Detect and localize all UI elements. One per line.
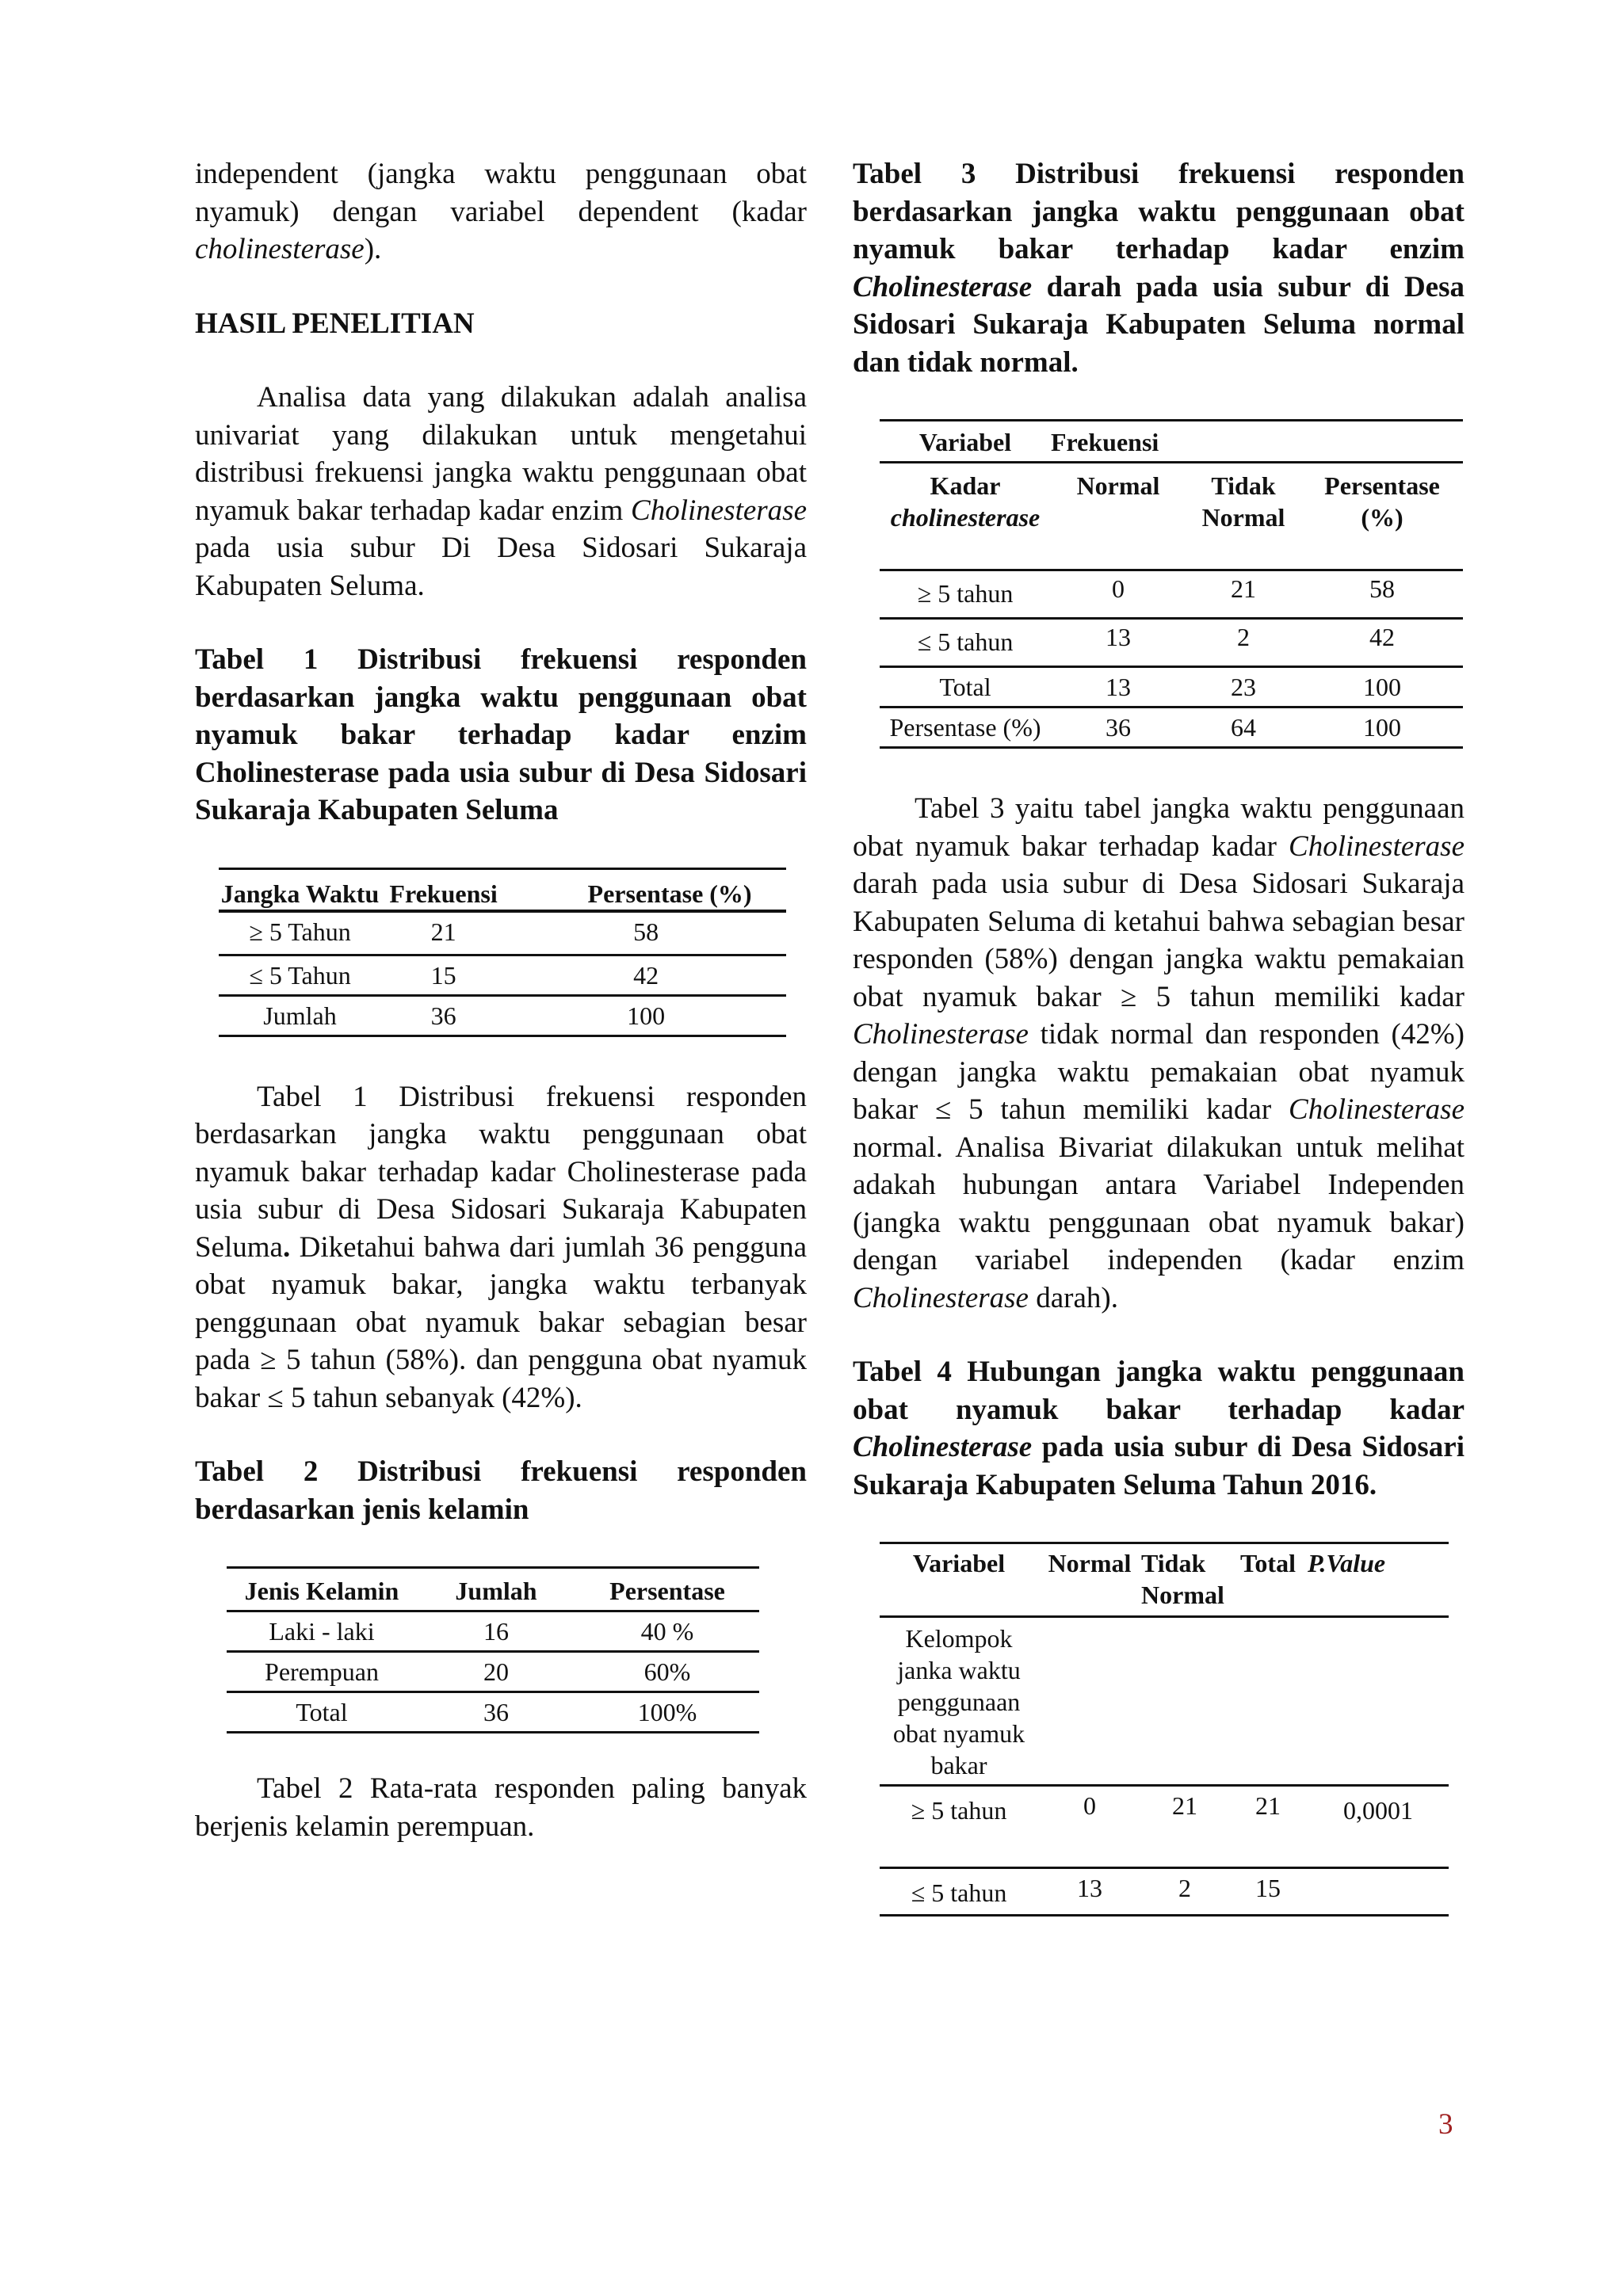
table4-group-label: Kelompok janka waktu penggunaan obat nyamuk bakar [892,1624,1025,1779]
table3-cell: 2 [1237,623,1250,651]
table4-cell: 0 [1083,1791,1096,1820]
table4 [880,1542,1449,1917]
table1-cell: 100 [627,1001,666,1030]
table4-cell: 0,0001 [1343,1796,1413,1825]
table4-cell: 21 [1255,1791,1281,1820]
table3-header-variabel: Variabel [918,428,1012,456]
table4-header-variabel: Variabel [912,1549,1006,1577]
table3-cell: Persentase (%) [889,713,1041,742]
table3-cell: Total [939,673,991,701]
table2-header: Jenis Kelamin [244,1577,399,1605]
table4-cell: 21 [1172,1791,1197,1820]
table1-cell: 21 [430,917,456,946]
table3-cell: 21 [1231,574,1256,603]
table3-cell: 13 [1106,623,1131,651]
table4-cell: 13 [1077,1874,1102,1902]
table2-cell: 16 [483,1617,509,1646]
table2-header: Persentase [609,1577,725,1605]
table1-cell: ≤ 5 Tahun [249,960,351,990]
table1-cell: 42 [633,960,659,990]
table3-cell: 0 [1112,574,1125,603]
table3-cell: 36 [1106,713,1131,742]
analysis-paragraph: Analisa data yang dilakukan adalah analisa univariat yang dilakukan untuk mengetahui distribusi frekuensi jangka waktu penggunaan obat nyamuk bakar terhadap kadar enzim Cholinesterase pada usia subur Di Desa Sidosari Sukaraja Kabupaten Seluma. [195,381,807,602]
table3-cell: 42 [1369,623,1395,651]
table3-cell: 64 [1231,713,1256,742]
table3-cell: ≥ 5 tahun [917,579,1014,608]
table4-cell: ≤ 5 tahun [911,1878,1007,1907]
section-heading: HASIL PENELITIAN [195,307,475,340]
table3-caption: Tabel 3 Distribusi frekuensi responden berdasarkan jangka waktu penggunaan obat nyamuk bakar terhadap kadar enzim Cholinesterase darah pada usia subur di Desa Sidosari Sukaraja Kabupaten Seluma normal dan tidak normal. [853,158,1465,379]
table3-cell: 100 [1363,673,1401,701]
table4-cell: ≥ 5 tahun [911,1796,1007,1825]
table1-cell: 58 [633,917,659,946]
table3-cell: 23 [1231,673,1256,701]
table3-description: Tabel 3 yaitu tabel jangka waktu penggunaan obat nyamuk bakar terhadap kadar Cholinesterase darah pada usia subur di Desa Sidosari Sukaraja Kabupaten Seluma di ketahui bahwa sebagian besar responden (58%) dengan jangka waktu pemakaian obat nyamuk bakar ≥ 5 tahun memiliki kadar Cholinesterase tidak normal dan responden (42%) dengan jangka waktu pemakaian obat nyamuk bakar ≤ 5 tahun memiliki kadar Cholinesterase normal. Analisa Bivariat dilakukan untuk melihat adakah hubungan antara Variabel Independen (jangka waktu penggunaan obat nyamuk bakar) dengan variabel independen (kadar enzim Cholinesterase darah). [853,792,1465,1314]
intro-paragraph: independent (jangka waktu penggunaan obat nyamuk) dengan variabel dependent (kadar cholinesterase). [195,158,807,265]
table2-description: Tabel 2 Rata-rata responden paling banyak berjenis kelamin perempuan. [195,1772,807,1843]
table2-cell: 60% [643,1657,691,1686]
table3-cell: 58 [1369,574,1395,603]
table1-cell: 15 [430,960,456,990]
table4-cell [1308,1868,1449,1916]
table2-cell: Total [296,1698,348,1726]
table4-header-total: Total [1240,1549,1296,1577]
table3-header-persentase: Persentase (%) [1324,471,1440,532]
table3-cell: 100 [1363,713,1401,742]
table2-header: Jumlah [455,1577,537,1605]
table1-cell: Jumlah [263,1001,337,1030]
page-number: 3 [1438,2108,1453,2141]
table4-header-normal: Normal [1048,1549,1132,1577]
right-column [853,155,1465,1917]
table2-cell: Perempuan [265,1657,379,1686]
table2-cell: 36 [483,1698,509,1726]
table3 [880,419,1463,749]
table1-caption: Tabel 1 Distribusi frekuensi responden berdasarkan jangka waktu penggunaan obat nyamuk bakar terhadap kadar enzim Cholinesterase pada usia subur di Desa Sidosari Sukaraja Kabupaten Seluma [195,643,807,826]
table4-header-pvalue: P.Value [1308,1549,1386,1577]
table2-cell: 100% [637,1698,697,1726]
table4-cell: 15 [1255,1874,1281,1902]
table2 [227,1566,759,1733]
table3-header-kadar: Kadar cholinesterase [890,471,1041,532]
table2-caption: Tabel 2 Distribusi frekuensi responden berdasarkan jenis kelamin [195,1455,807,1526]
table1-header: Jangka Waktu [220,879,380,908]
table3-cell: 13 [1106,673,1131,701]
table1-header: Frekuensi [389,879,498,908]
table2-cell: 40 % [640,1617,694,1646]
table3-header-tidak-normal: Tidak Normal [1201,471,1285,532]
left-column [195,155,807,1845]
table3-header-frekuensi: Frekuensi [1051,428,1159,456]
table1 [219,868,786,1037]
table4-caption: Tabel 4 Hubungan jangka waktu penggunaan obat nyamuk bakar terhadap kadar Cholinesterase pada usia subur di Desa Sidosari Sukaraja Kabupaten Seluma Tahun 2016. [853,1356,1465,1501]
table2-cell: Laki - laki [269,1617,375,1646]
table1-header: Persentase (%) [587,879,752,908]
table2-cell: 20 [483,1657,509,1686]
table1-description: Tabel 1 Distribusi frekuensi responden berdasarkan jangka waktu penggunaan obat nyamuk bakar terhadap kadar Cholinesterase pada usia subur di Desa Sidosari Sukaraja Kabupaten Seluma. Diketahui bahwa dari jumlah 36 pengguna obat nyamuk bakar, jangka waktu terbanyak penggunaan obat nyamuk bakar sebagian besar pada ≥ 5 tahun (58%). dan pengguna obat nyamuk bakar ≤ 5 tahun sebanyak (42%). [195,1080,807,1414]
table1-cell: ≥ 5 Tahun [249,917,351,946]
table4-header-tidak-normal: Tidak Normal [1141,1549,1224,1609]
table3-header-normal: Normal [1076,471,1160,500]
table1-cell: 36 [430,1001,456,1030]
table4-cell: 2 [1178,1874,1191,1902]
table3-cell: ≤ 5 tahun [917,627,1014,656]
